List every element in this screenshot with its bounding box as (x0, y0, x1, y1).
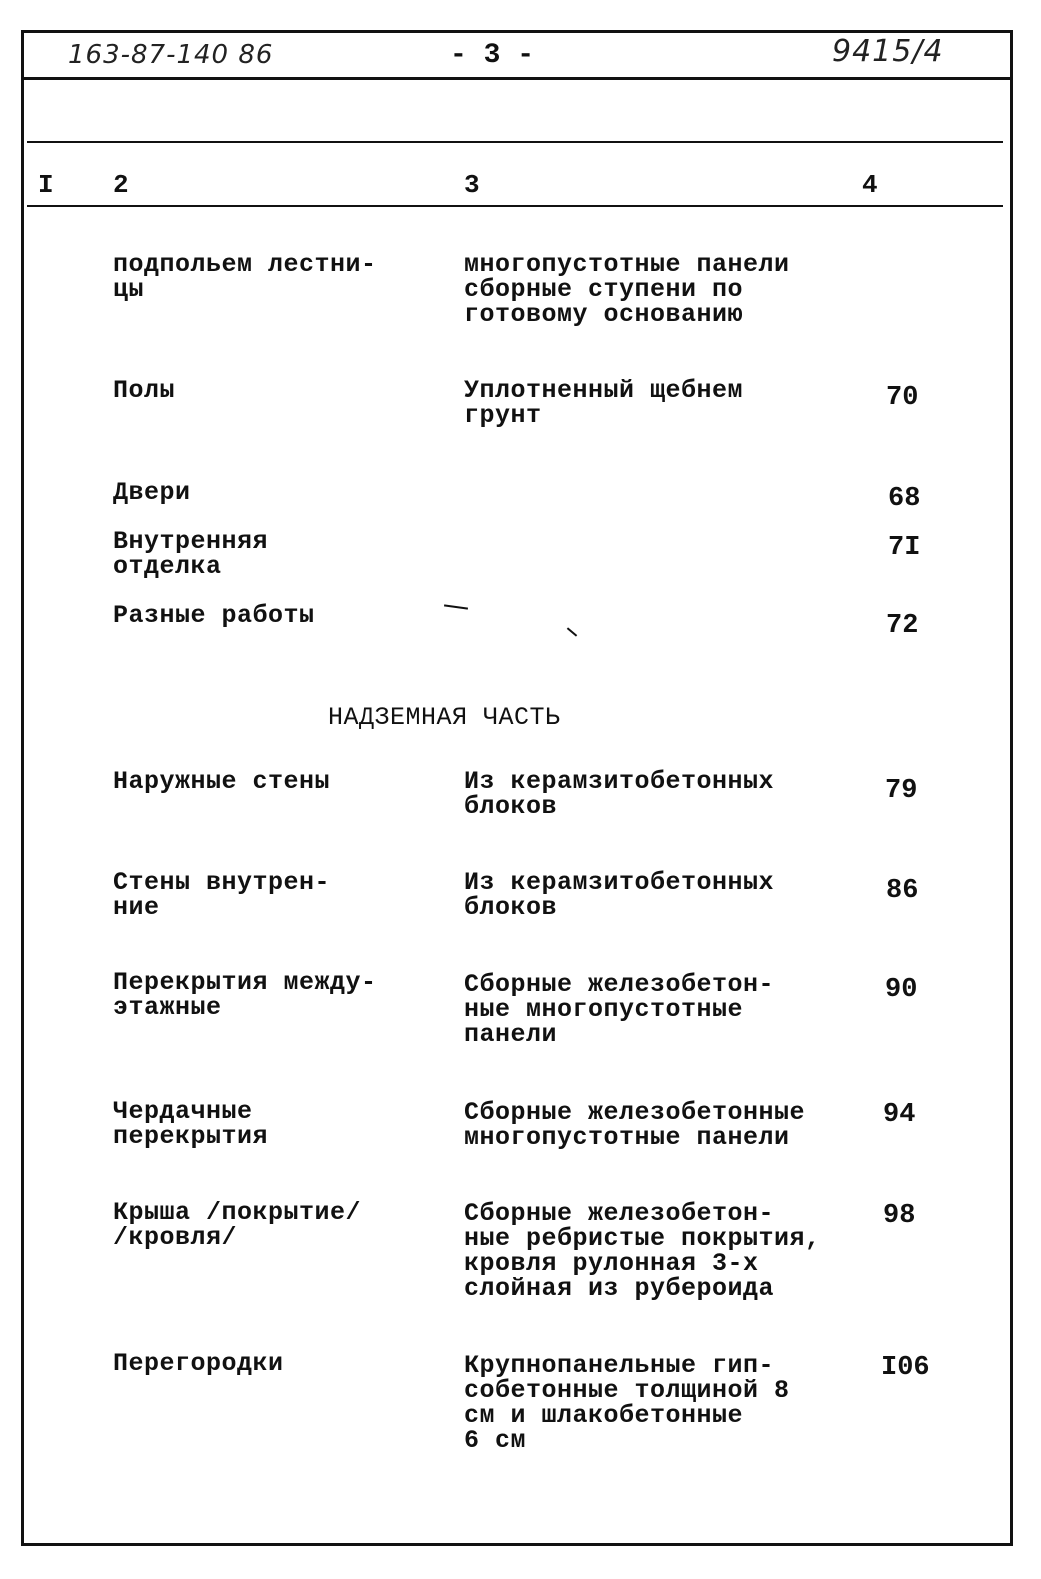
row-value: 70 (886, 383, 919, 413)
row-description: многопустотные панели сборные ступени по готовому основанию (464, 250, 790, 329)
row-value: 72 (886, 611, 919, 641)
table-top-rule (27, 141, 1003, 143)
row-name: Внутренняя отделка (113, 527, 269, 581)
row-description: Сборные железобетонные многопустотные панели (464, 1098, 806, 1152)
column-header-3: 3 (464, 170, 480, 200)
header-divider (21, 77, 1013, 80)
row-value: 98 (883, 1201, 916, 1231)
column-header-2: 2 (113, 170, 129, 200)
row-name: Полы (113, 376, 176, 405)
row-name: Перекрытия между- этажные (113, 968, 377, 1022)
row-description: Уплотненный щебнем грунт (464, 376, 744, 430)
row-name: Крыша /покрытие/ /кровля/ (113, 1198, 362, 1252)
row-description: Крупнопанельные гип- собетонные толщиной 8 см и шлакобетонные 6 см (464, 1351, 790, 1455)
row-description: Из керамзитобетонных блоков (464, 868, 775, 922)
row-name: подпольем лестни- цы (113, 250, 377, 304)
row-value: I06 (881, 1353, 930, 1383)
row-description: Сборные железобетон- ные многопустотные панели (464, 970, 775, 1049)
sheet-number: 9415/4 (832, 34, 944, 69)
row-name: Чердачные перекрытия (113, 1097, 269, 1151)
row-name: Наружные стены (113, 767, 331, 796)
row-value: 7I (888, 533, 921, 563)
column-header-1: I (38, 170, 54, 200)
table-header-rule (27, 205, 1003, 207)
row-description: Сборные железобетон- ные ребристые покрытия, кровля рулонная 3-х слойная из рубероида (464, 1199, 821, 1303)
row-value: 68 (888, 484, 921, 514)
row-value: 94 (883, 1100, 916, 1130)
row-name: Перегородки (113, 1349, 284, 1378)
row-description: Из керамзитобетонных блоков (464, 767, 775, 821)
doc-code: 163-87-140 86 (68, 40, 274, 70)
row-name: Двери (113, 478, 191, 507)
row-value: 86 (886, 876, 919, 906)
page-number: - 3 - (450, 40, 535, 71)
column-header-4: 4 (862, 170, 878, 200)
row-name: Разные работы (113, 601, 315, 630)
row-value: 79 (885, 776, 918, 806)
row-value: 90 (885, 975, 918, 1005)
section-title: НАДЗЕМНАЯ ЧАСТЬ (328, 703, 561, 732)
row-name: Стены внутрен- ние (113, 868, 331, 922)
